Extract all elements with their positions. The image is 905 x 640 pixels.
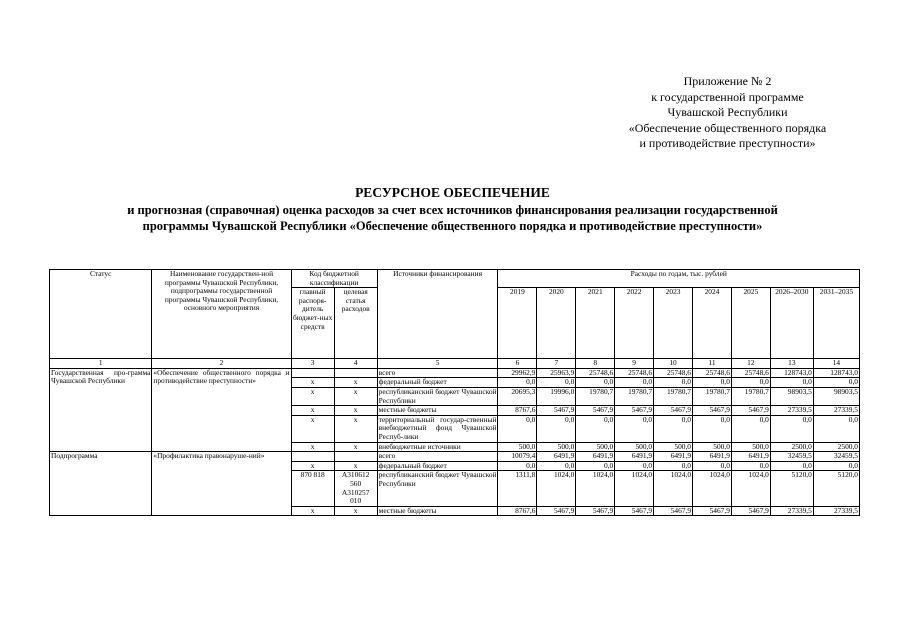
cell-value: 5467,9 <box>693 406 732 416</box>
cell-value: 0,0 <box>537 461 576 471</box>
cell-value: 6491,9 <box>654 452 693 462</box>
row-status: Подпрограмма <box>50 452 152 516</box>
cell-grbs <box>291 368 334 378</box>
cell-source: местные бюджеты <box>377 506 498 516</box>
cell-value: 0,0 <box>654 415 693 442</box>
cell-source: всего <box>377 452 498 462</box>
column-number: 12 <box>731 359 770 369</box>
cell-value: 27339,5 <box>770 406 813 416</box>
column-number: 6 <box>498 359 537 369</box>
cell-value: 27339,5 <box>813 506 859 516</box>
column-number: 10 <box>654 359 693 369</box>
cell-value: 0,0 <box>693 461 732 471</box>
cell-value: 0,0 <box>498 415 537 442</box>
column-number: 5 <box>377 359 498 369</box>
cell-value: 19996,0 <box>537 387 576 405</box>
cell-value: 1311,8 <box>498 471 537 506</box>
cell-value: 5467,9 <box>615 406 654 416</box>
cell-value: 0,0 <box>731 378 770 388</box>
cell-value: 5467,9 <box>693 506 732 516</box>
cell-target: х <box>334 387 377 405</box>
table-row <box>50 368 860 378</box>
column-number: 9 <box>615 359 654 369</box>
cell-grbs: х <box>291 387 334 405</box>
cell-value: 0,0 <box>615 378 654 388</box>
cell-value: 128743,0 <box>813 368 859 378</box>
cell-source: территориальный государ-ственный внебюджетный фонд Чувашской Респуб-лики <box>378 415 497 441</box>
cell-value: 500,0 <box>498 442 537 452</box>
row-status: Государственная про-грамма Чувашской Республики <box>50 368 152 451</box>
cell-value: 1024,0 <box>693 471 732 506</box>
cell-value: 25748,6 <box>731 368 770 378</box>
cell-target <box>334 452 377 462</box>
cell-value: 0,0 <box>693 378 732 388</box>
column-number: 8 <box>576 359 615 369</box>
table-row <box>50 452 860 462</box>
cell-value: 2500,0 <box>770 442 813 452</box>
cell-value: 0,0 <box>615 461 654 471</box>
cell-source: федеральный бюджет <box>377 378 498 388</box>
cell-value: 1024,0 <box>615 471 654 506</box>
appendix-line: и противодействие преступности» <box>639 136 816 150</box>
cell-target: х <box>334 415 377 442</box>
cell-value: 0,0 <box>813 378 859 388</box>
cell-value: 1024,0 <box>654 471 693 506</box>
cell-grbs: х <box>291 415 334 442</box>
cell-value: 500,0 <box>537 442 576 452</box>
cell-value: 5467,9 <box>731 506 770 516</box>
cell-value: 98903,5 <box>770 387 813 405</box>
cell-value: 0,0 <box>731 415 770 442</box>
cell-value: 0,0 <box>813 415 859 442</box>
cell-value: 5467,9 <box>537 406 576 416</box>
cell-value: 5467,9 <box>537 506 576 516</box>
cell-value: 0,0 <box>770 461 813 471</box>
document-title <box>40 185 865 234</box>
cell-value: 500,0 <box>615 442 654 452</box>
cell-grbs: х <box>291 378 334 388</box>
column-number: 4 <box>334 359 377 369</box>
cell-value: 27339,5 <box>813 406 859 416</box>
cell-value: 0,0 <box>770 415 813 442</box>
header-status: Статус <box>50 270 152 359</box>
title-subheading: программы Чувашской Республики «Обеспечение общественного порядка и противодействие преступности» <box>142 219 763 233</box>
header-name: Наименование государствен-ной программы Чувашской Республики, подпрограммы государственной программы Чувашской Республики, основного мероприятия <box>152 270 291 359</box>
cell-value: 32459,5 <box>770 452 813 462</box>
cell-value: 19780,7 <box>615 387 654 405</box>
cell-value: 1024,0 <box>731 471 770 506</box>
cell-value: 0,0 <box>576 378 615 388</box>
cell-value: 6491,9 <box>731 452 770 462</box>
cell-value: 128743,0 <box>770 368 813 378</box>
cell-value: 10079,4 <box>498 452 537 462</box>
cell-source: местные бюджеты <box>377 406 498 416</box>
cell-value: 5467,9 <box>654 506 693 516</box>
cell-target: х <box>334 461 377 471</box>
cell-value: 25748,6 <box>654 368 693 378</box>
cell-source: федеральный бюджет <box>377 461 498 471</box>
header-year: 2023 <box>654 288 693 359</box>
cell-value: 25748,6 <box>615 368 654 378</box>
cell-target: А310612 560 А310257 010 <box>334 471 377 506</box>
cell-value: 27339,5 <box>770 506 813 516</box>
cell-value: 500,0 <box>576 442 615 452</box>
header-year: 2025 <box>731 288 770 359</box>
cell-target: х <box>334 378 377 388</box>
cell-source: внебюджетные источники <box>377 442 498 452</box>
header-target: целевая статья расходов <box>334 288 377 359</box>
cell-value: 0,0 <box>813 461 859 471</box>
column-number: 2 <box>152 359 291 369</box>
header-year: 2031–2035 <box>813 288 859 359</box>
header-year: 2021 <box>576 288 615 359</box>
column-number: 3 <box>291 359 334 369</box>
cell-grbs: 870 818 <box>291 471 334 506</box>
cell-grbs: х <box>291 406 334 416</box>
cell-value: 29962,9 <box>498 368 537 378</box>
cell-grbs: х <box>291 442 334 452</box>
title-heading: РЕСУРСНОЕ ОБЕСПЕЧЕНИЕ <box>355 185 550 200</box>
header-year: 2024 <box>693 288 732 359</box>
cell-target: х <box>334 406 377 416</box>
header-source: Источники финансирования <box>377 270 498 359</box>
cell-value: 5120,0 <box>813 471 859 506</box>
cell-grbs <box>291 452 334 462</box>
cell-value: 0,0 <box>576 415 615 442</box>
cell-value: 0,0 <box>693 415 732 442</box>
cell-value: 5467,9 <box>731 406 770 416</box>
cell-value: 98903,5 <box>813 387 859 405</box>
row-name: «Профилактика правонаруше-ний» <box>152 452 291 516</box>
cell-value: 0,0 <box>654 461 693 471</box>
cell-value: 19780,7 <box>693 387 732 405</box>
cell-value: 19780,7 <box>731 387 770 405</box>
cell-value: 32459,5 <box>813 452 859 462</box>
column-number: 13 <box>770 359 813 369</box>
cell-value: 500,0 <box>693 442 732 452</box>
cell-value: 5120,0 <box>770 471 813 506</box>
row-name: «Обеспечение общественного порядка и противодействие преступности» <box>152 368 291 451</box>
column-number: 7 <box>537 359 576 369</box>
appendix-block <box>600 74 855 152</box>
cell-value: 0,0 <box>498 461 537 471</box>
header-grbs: главный распоря-дитель бюджет-ных средств <box>291 288 334 359</box>
cell-value: 5467,9 <box>576 506 615 516</box>
cell-value: 0,0 <box>770 378 813 388</box>
cell-value: 0,0 <box>498 378 537 388</box>
cell-value: 19780,7 <box>576 387 615 405</box>
cell-value: 2500,0 <box>813 442 859 452</box>
cell-value: 5467,9 <box>615 506 654 516</box>
cell-value: 5467,9 <box>654 406 693 416</box>
cell-value: 500,0 <box>654 442 693 452</box>
cell-value: 0,0 <box>731 461 770 471</box>
cell-value: 6491,9 <box>576 452 615 462</box>
column-number: 14 <box>813 359 859 369</box>
cell-grbs: х <box>291 506 334 516</box>
cell-value: 25748,6 <box>576 368 615 378</box>
title-subheading: и прогнозная (справочная) оценка расходов за счет всех источников финансирования реализации государственной <box>127 203 778 217</box>
cell-value: 6491,9 <box>693 452 732 462</box>
cell-value: 6491,9 <box>615 452 654 462</box>
appendix-line: Приложение № 2 <box>683 74 772 88</box>
cell-grbs: х <box>291 461 334 471</box>
cell-target: х <box>334 442 377 452</box>
column-number: 1 <box>50 359 152 369</box>
header-year: 2019 <box>498 288 537 359</box>
appendix-line: Чувашской Республики <box>667 105 788 119</box>
cell-value: 20695,3 <box>498 387 537 405</box>
resource-table <box>49 269 860 516</box>
header-year: 2026–2030 <box>770 288 813 359</box>
cell-target <box>334 368 377 378</box>
cell-value: 8767,6 <box>498 406 537 416</box>
cell-value: 8767,6 <box>498 506 537 516</box>
cell-value: 0,0 <box>615 415 654 442</box>
header-year: 2022 <box>615 288 654 359</box>
header-code: Код бюджетной классификации <box>291 270 377 288</box>
cell-value: 1024,0 <box>537 471 576 506</box>
cell-value: 0,0 <box>576 461 615 471</box>
cell-value: 0,0 <box>537 378 576 388</box>
cell-value: 5467,9 <box>576 406 615 416</box>
cell-source: всего <box>377 368 498 378</box>
cell-value: 500,0 <box>731 442 770 452</box>
cell-value: 6491,9 <box>537 452 576 462</box>
cell-value: 25748,6 <box>693 368 732 378</box>
header-expenses: Расходы по годам, тыс. рублей <box>498 270 860 288</box>
cell-value: 0,0 <box>537 415 576 442</box>
cell-target: х <box>334 506 377 516</box>
cell-value: 1024,0 <box>576 471 615 506</box>
cell-source: республиканский бюджет Чувашской Республики <box>378 387 497 405</box>
column-number: 11 <box>693 359 732 369</box>
header-year: 2020 <box>537 288 576 359</box>
cell-value: 19780,7 <box>654 387 693 405</box>
cell-value: 0,0 <box>654 378 693 388</box>
appendix-line: к государственной программе <box>651 89 804 104</box>
appendix-line: «Обеспечение общественного порядка <box>628 120 827 135</box>
cell-value: 25963,9 <box>537 368 576 378</box>
cell-source: республиканский бюджет Чувашской Республики <box>377 471 498 506</box>
